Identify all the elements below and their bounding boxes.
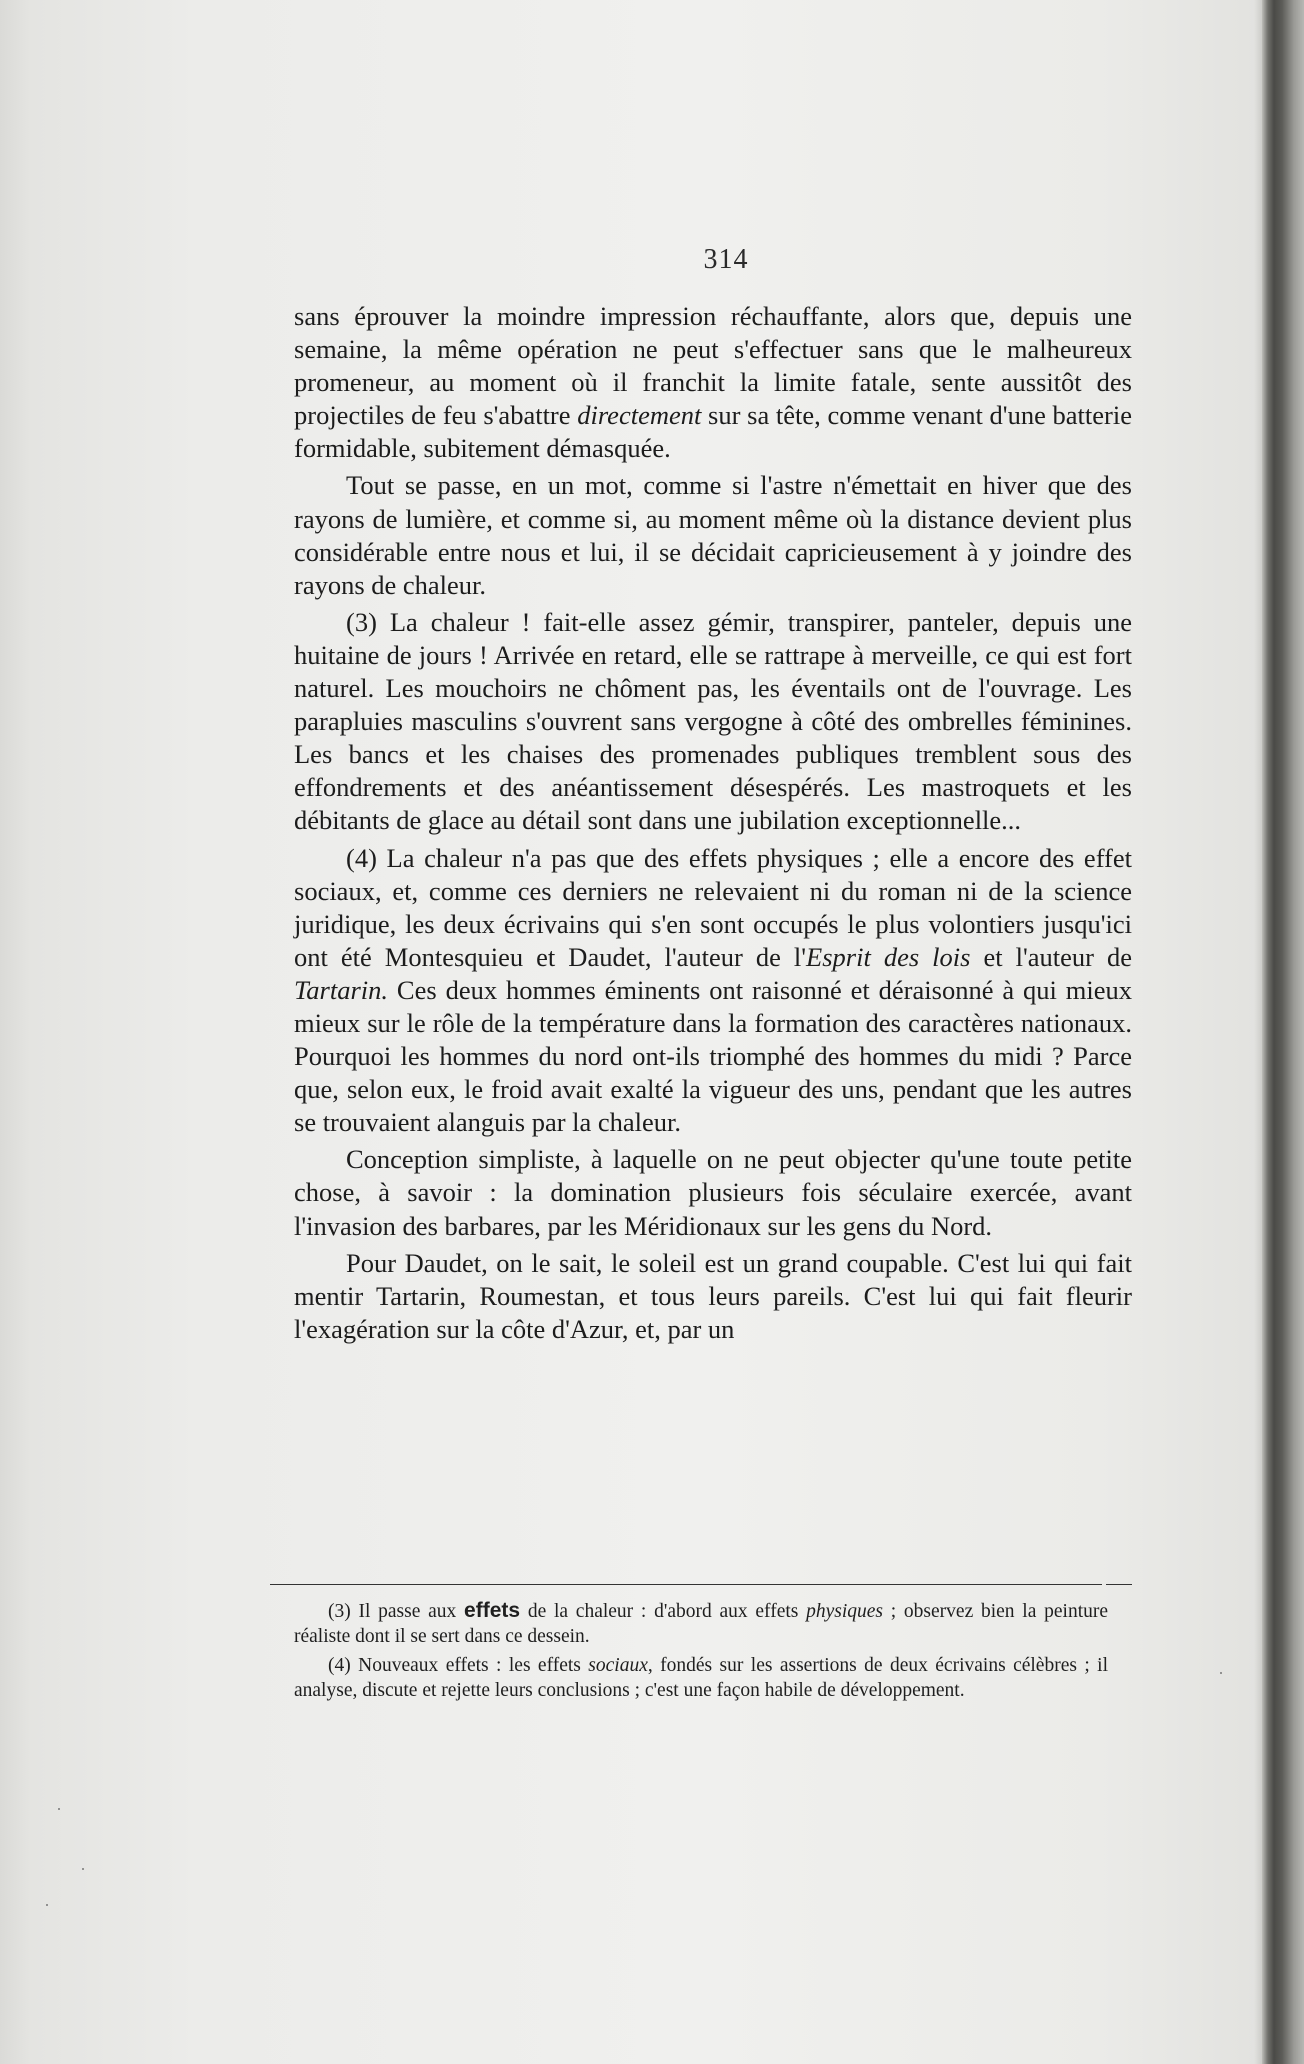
paragraph-4: (4) La chaleur n'a pas que des effets physiques ; elle a encore des effet sociaux, et, comme ces derniers ne relevaient ni du roman ni de la science juridique, les deux écrivains qui s'en sont occupés le plus volontiers jusqu'ici ont été Montesquieu et Daudet, l'auteur de l'Esprit des lois et l'auteur de Tartarin. Ces deux hommes éminents ont raisonné et déraisonné à qui mieux mieux sur le rôle de la température dans la formation des caractères nationaux. Pourquoi les hommes du nord ont-ils triomphé des hommes du midi ? Parce que, selon eux, le froid avait exalté la vigueur des uns, pendant que les autres se trouvaient alanguis par la chaleur. xyxy=(294,842,1132,1138)
paragraph-5: Conception simpliste, à laquelle on ne peut objecter qu'une toute petite chose, à savoir : la domination plusieurs fois séculaire exercée, avant l'invasion des barbares, par les Méridionaux sur les gens du Nord. xyxy=(294,1144,1132,1241)
title-esprit-des-lois: Esprit des lois xyxy=(806,941,971,972)
footnotes xyxy=(294,1598,1108,1707)
next-page-edge xyxy=(1262,0,1304,2064)
paragraph-6: Pour Daudet, on le sait, le soleil est un grand coupable. C'est lui qui fait mentir Tartarin, Roumestan, et tous leurs pareils. C'est lui qui fait fleurir l'exagération sur la côte d'Azur, et, par un xyxy=(294,1247,1132,1344)
paragraph-3: (3) La chaleur ! fait-elle assez gémir, transpirer, panteler, depuis une huitaine de jours ! Arrivée en retard, elle se rattrape à merveille, ce qui est fort naturel. Les mouchoirs ne chôment pas, les éventails ont de l'ouvrage. Les parapluies masculins s'ouvrent sans vergogne à côté des ombrelles féminines. Les bancs et les chaises des promenades publiques tremblent sous des effondrements et des anéantissement désespérés. Les mastroquets et les débitants de glace au détail sont dans une jubilation exceptionnelle... xyxy=(294,606,1132,836)
page-number: 314 xyxy=(703,244,749,275)
footnote-separator xyxy=(270,1584,1102,1585)
scan-speck xyxy=(82,1868,84,1870)
main-text xyxy=(294,300,1132,1350)
footnote-3-bold-word: effets xyxy=(464,1599,521,1622)
footnote-4-italic-word: sociaux xyxy=(588,1655,648,1676)
title-tartarin: Tartarin. xyxy=(294,974,389,1005)
emphasis-directement: directement xyxy=(577,400,702,431)
footnote-separator-tail xyxy=(1106,1584,1132,1585)
footnote-3: (3) Il passe aux effets de la chaleur : d'abord aux effets physiques ; observez bien la peinture réaliste dont il se sert dans ce dessein. xyxy=(294,1599,1109,1647)
paragraph-2: Tout se passe, en un mot, comme si l'astre n'émettait en hiver que des rayons de lumière, et comme si, au moment même où la distance devient plus considérable entre nous et lui, il se décidait capricieusement à y joindre des rayons de chaleur. xyxy=(294,470,1132,600)
scan-speck xyxy=(58,1808,60,1810)
footnote-3-italic-word: physiques xyxy=(806,1601,884,1622)
scan-speck xyxy=(46,1904,48,1906)
footnote-4: (4) Nouveaux effets : les effets sociaux, fondés sur les assertions de deux écrivains célèbres ; il analyse, discute et rejette leurs conclusions ; c'est une façon habile de développement. xyxy=(294,1655,1108,1701)
paragraph-1: sans éprouver la moindre impression réchauffante, alors que, depuis une semaine, la même opération ne peut s'effectuer sans que le malheureux promeneur, au moment où il franchit la limite fatale, sente aussitôt des projectiles de feu s'abattre directement sur sa tête, comme venant d'une batterie formidable, subitement démasquée. xyxy=(294,301,1132,464)
scan-speck xyxy=(1220,1672,1222,1674)
